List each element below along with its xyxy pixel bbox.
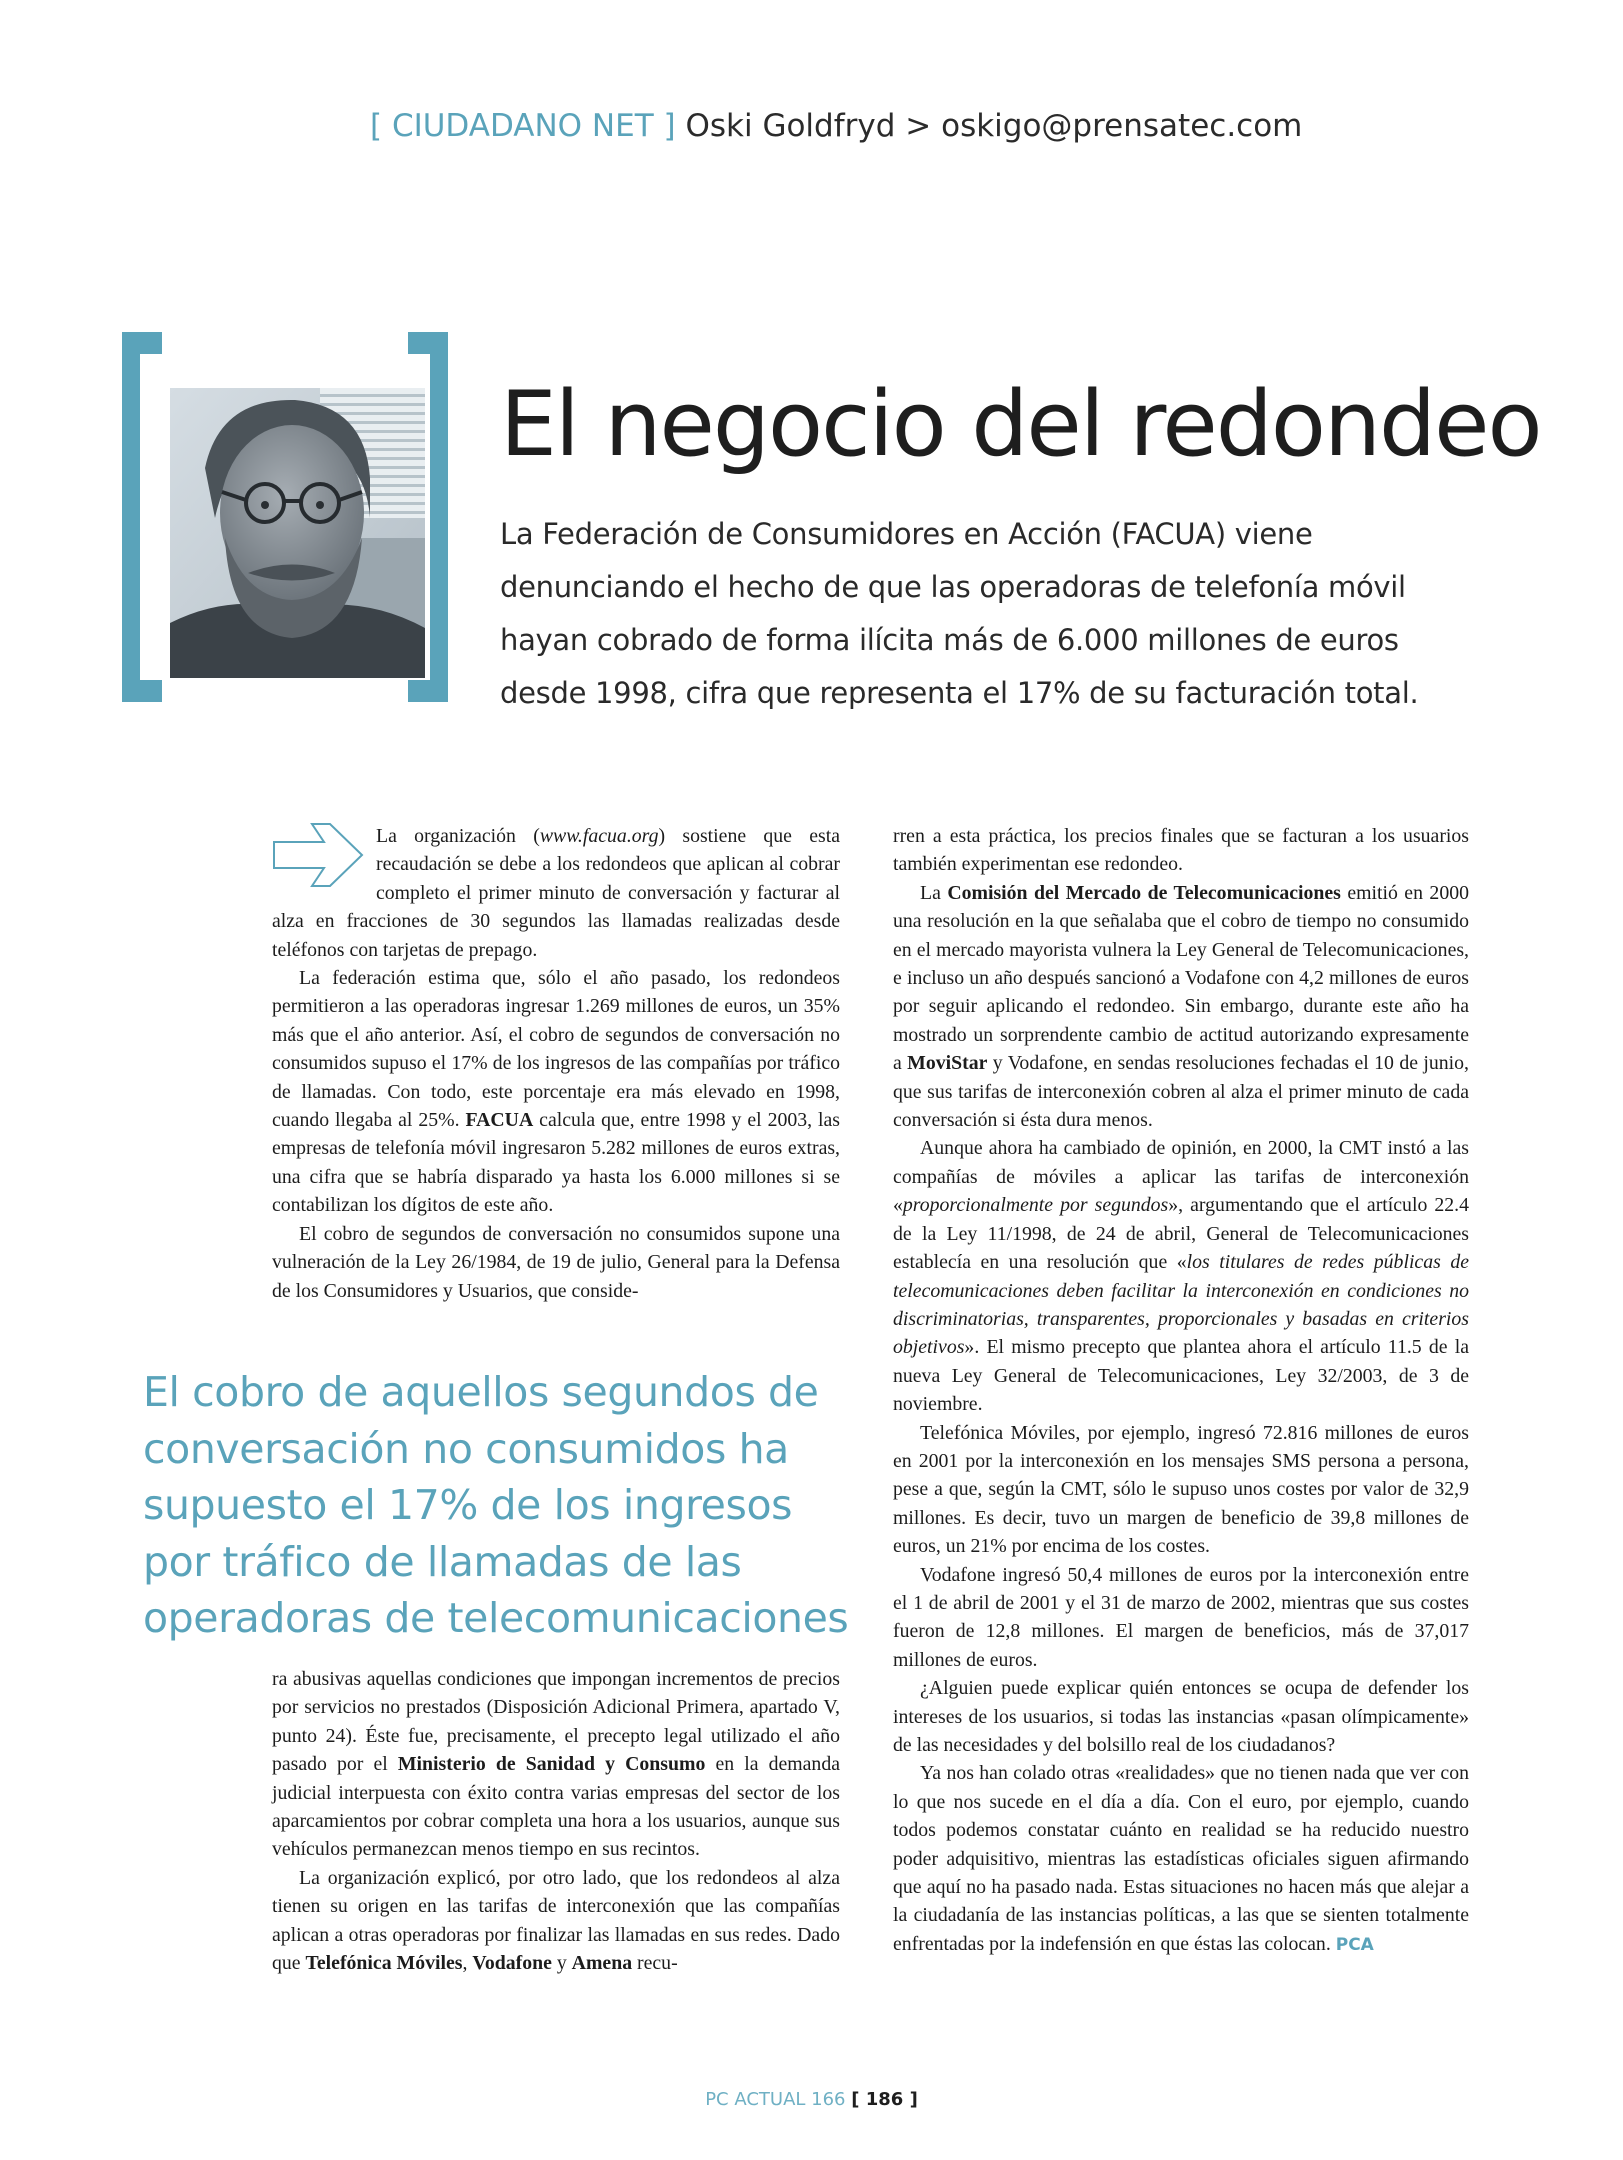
page-header: [370, 108, 1302, 144]
left-bracket-decoration: [122, 332, 162, 702]
column-1-upper: [272, 822, 840, 1305]
paragraph: Ya nos han colado otras «realidades» que no tienen nada que ver con lo que nos sucede en el día a día. Con el euro, por ejemplo, cuando todos podemos constatar cuánto en realidad se ha reducido nuestro poder adquisitivo, mientras las estadísticas oficiales siguen afirmando que aquí no ha pasado nada. Estas situaciones no hacen más que alejar a la ciudadanía de las instancias políticas, a las que se sienten totalmente enfrentadas por la indefensión en que éstas las colocan. PCA: [893, 1762, 1469, 1955]
author-portrait: [170, 388, 425, 678]
header-separator: >: [905, 108, 932, 144]
author-email[interactable]: oskigo@prensatec.com: [941, 108, 1303, 144]
paragraph: La organización (www.facua.org) sostiene que esta recaudación se debe a los redondeos que aplican al cobrar completo el primer minuto de conversación y facturar al alza en fracciones de 30 segundos las llamadas realizadas desde teléfonos con tarjetas de prepago.: [272, 825, 840, 961]
paragraph: ¿Alguien puede explicar quién entonces se ocupa de defender los intereses de los usuarios, si todas las instancias «pasan olímpicamente» de las necesidades y del bolsillo real de los ciudadanos?: [893, 1677, 1469, 1756]
author-portrait-illustration: [170, 388, 425, 678]
right-arrow-outline-icon: [272, 822, 364, 888]
article-lead: La Federación de Consumidores en Acción (FACUA) viene denunciando el hecho de que las operadoras de telefonía móvil hayan cobrado de forma ilícita más de 6.000 millones de euros desde 1998, cifra que representa el 17% de su facturación total.: [500, 517, 1419, 710]
paragraph: La Comisión del Mercado de Telecomunicaciones emitió en 2000 una resolución en la que señalaba que el cobro de tiempo no consumido en el mercado mayorista vulnera la Ley General de Telecomunicaciones, e incluso un año después sancionó a Vodafone con 4,2 millones de euros por seguir aplicando el redondeo. Sin embargo, durante este año ha mostrado un sorprendente cambio de actitud autorizando expresamente a MoviStar y Vodafone, en sendas resoluciones fechadas el 10 de junio, que sus tarifas de interconexión cobren al alza el primer minuto de cada conversación si ésta dura menos.: [893, 881, 1469, 1132]
section-label: [ CIUDADANO NET ]: [370, 108, 676, 144]
pull-quote: El cobro de aquellos segundos de conversación no consumidos ha supuesto el 17% de los ingresos por tráfico de llamadas de las operadoras de telecomunicaciones: [143, 1368, 849, 1642]
paragraph: Telefónica Móviles, por ejemplo, ingresó 72.816 millones de euros en 2001 por la interconexión en los mensajes SMS persona a persona, pese a que, según la CMT, sólo le supuso unos costes por valor de 32,9 millones. Es decir, tuvo un margen de beneficio de 39,8 millones de euros, un 21% por encima de los costes.: [893, 1421, 1469, 1558]
page-footer: [0, 2089, 1623, 2110]
paragraph: ra abusivas aquellas condiciones que impongan incrementos de precios por servicios no prestados (Disposición Adicional Primera, apartado V, punto 24). Éste fue, precisamente, el precepto legal utilizado el año pasado por el Ministerio de Sanidad y Consumo en la demanda judicial interpuesta con éxito contra varias empresas del sector de los aparcamientos por cobrar completa una hora a los usuarios, aunque sus vehículos permanezcan menos tiempo en sus recintos.: [272, 1668, 840, 1861]
paragraph: Aunque ahora ha cambiado de opinión, en 2000, la CMT instó a las compañías de móviles a aplicar las tarifas de interconexión «proporcionalmente por segundos», argumentando que el artículo 22.4 de la Ley 11/1998, de 24 de abril, General de Telecomunicaciones establecía en una resolución que «los titulares de redes públicas de telecomunicaciones deben facilitar la interconexión en condiciones no discriminatorias, transparentes, proporcionales y basadas en criterios objetivos». El mismo precepto que plantea ahora el artículo 11.5 de la nueva Ley General de Telecomunicaciones, Ley 32/2003, de 3 de noviembre.: [893, 1137, 1469, 1416]
paragraph: El cobro de segundos de conversación no consumidos supone una vulneración de la Ley 26/1984, de 19 de julio, General para la Defensa de los Consumidores y Usuarios, que conside-: [272, 1222, 840, 1302]
column-1-lower: [272, 1665, 840, 1977]
paragraph: rren a esta práctica, los precios finales que se facturan a los usuarios también experimentan ese redondeo.: [893, 825, 1469, 876]
author-name: Oski Goldfryd: [685, 108, 896, 144]
paragraph: Vodafone ingresó 50,4 millones de euros por la interconexión entre el 1 de abril de 2001 y el 31 de marzo de 2002, mientras que sus costes fueron de 12,8 millones. El margen de beneficios, más de 37,017 millones de euros.: [893, 1563, 1469, 1671]
article-title: El negocio del redondeo: [500, 372, 1541, 477]
paragraph: La organización explicó, por otro lado, que los redondeos al alza tienen su origen en las tarifas de interconexión que las compañías aplican a otras operadoras por finalizar las llamadas en sus redes. Dado que Telefónica Móviles, Vodafone y Amena recu-: [272, 1866, 840, 1975]
arrow-icon-wrap: [272, 822, 376, 900]
publication-name: PC ACTUAL 166: [705, 2089, 846, 2110]
signature: PCA: [1335, 1934, 1374, 1955]
paragraph: La federación estima que, sólo el año pasado, los redondeos permitieron a las operadoras ingresar 1.269 millones de euros, un 35% más que el año anterior. Así, el cobro de segundos de conversación no consumidos supuso el 17% de los ingresos de las compañías por tráfico de llamadas. Con todo, este porcentaje era más elevado en 1998, cuando llegaba al 25%. FACUA calcula que, entre 1998 y el 2003, las empresas de telefonía móvil ingresaron 5.282 millones de euros extras, una cifra que se habría disparado ya hasta los 6.000 millones si se contabilizan los dígitos de este año.: [272, 967, 840, 1217]
page-number: [ 186 ]: [851, 2089, 918, 2110]
column-2: [893, 822, 1469, 1959]
facua-url-link[interactable]: www.facua.org: [539, 825, 659, 847]
